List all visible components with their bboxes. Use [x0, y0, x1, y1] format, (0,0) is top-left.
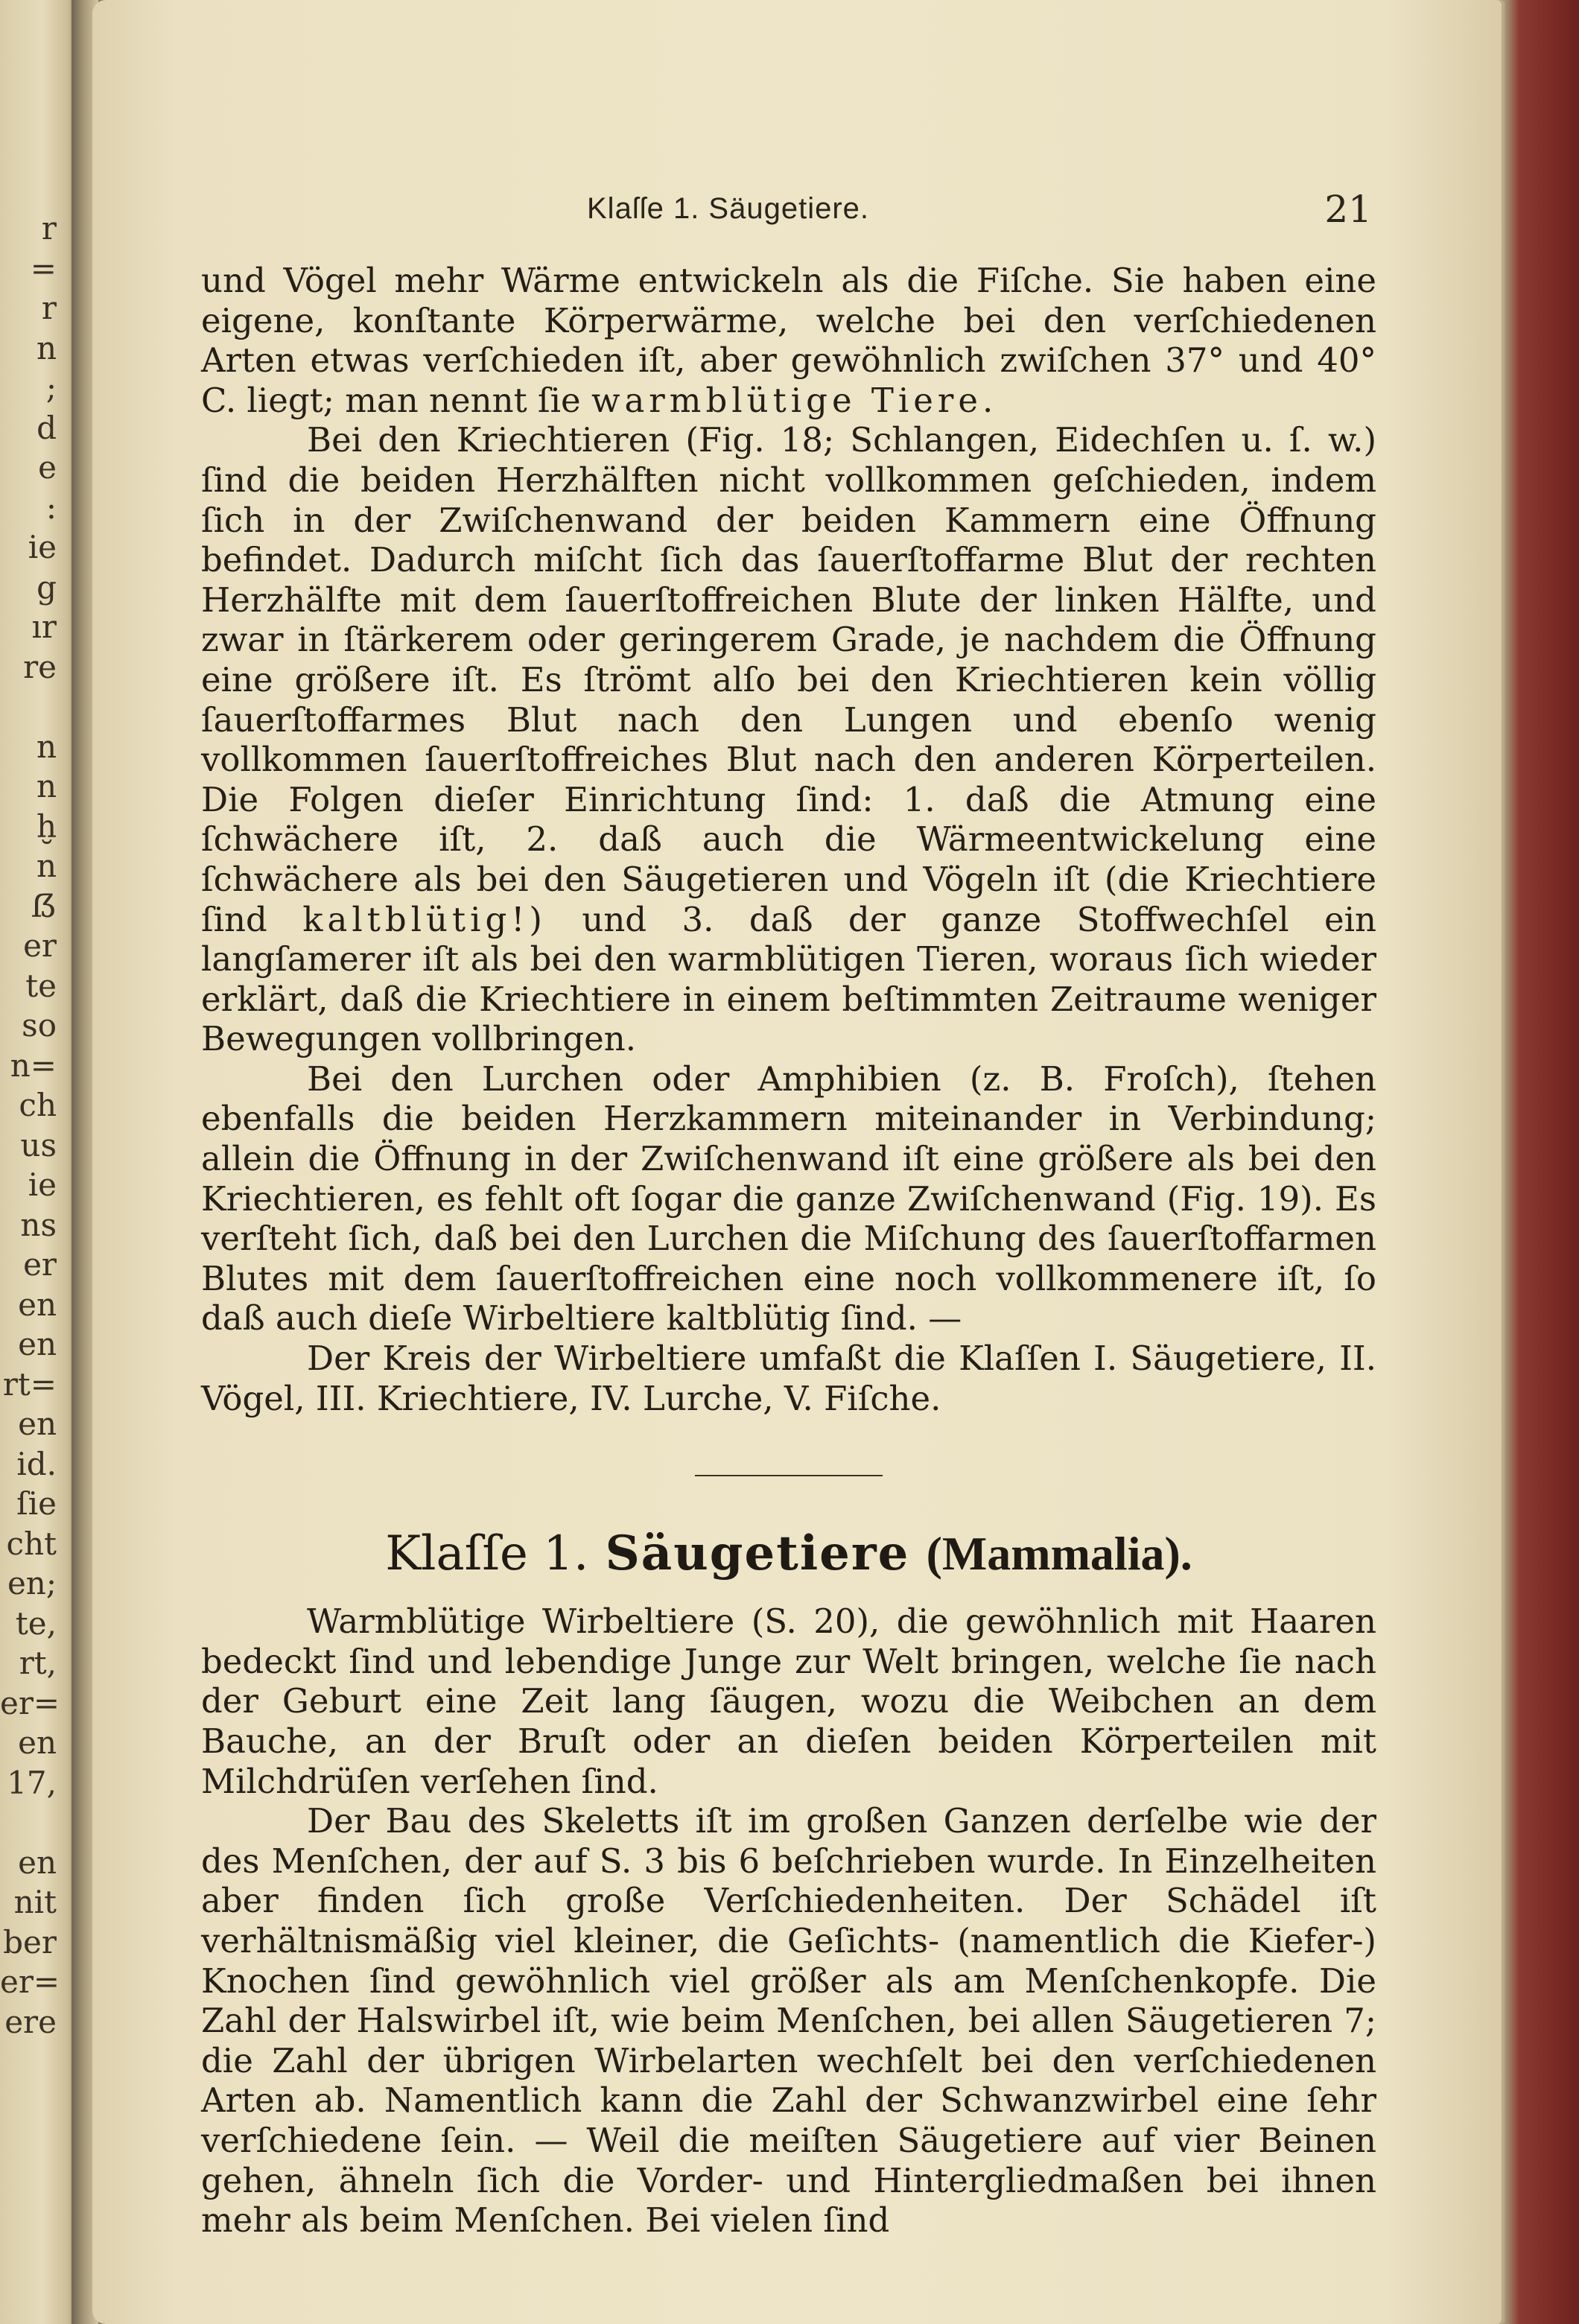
paragraph: Warmblütige Wirbeltiere (S. 20), die gewöhnlich mit Haaren bedeckt ſind und lebendige Junge zur Welt bringen, welche ſie nach der Geburt eine Zeit lang ſäugen, wozu die Weibchen an dem Bauche, an der Bruſt oder an dieſen beiden Körperteilen mit Milchdrüſen verſehen ſind. — [201, 1601, 1376, 1801]
left-page-fragment: te, — [15, 1604, 57, 1642]
left-page-fragment: ere — [4, 2003, 57, 2040]
section-title: Säugetiere — [605, 1525, 910, 1582]
paragraph: Der Bau des Skeletts iſt im großen Ganzen derſelbe wie der des Menſchen, der auf S. 3 bis 6 beſchrieben wurde. In Einzelheiten aber finden ſich große Verſchiedenheiten. Der Schädel iſt verhältnismäßig viel kleiner, die Geſichts- (namentlich die Kiefer-) Knochen ſind gewöhnlich viel größer als am Menſchenkopfe. Die Zahl der Halswirbel iſt, wie beim Menſchen, bei allen Säugetieren 7; die Zahl der übrigen Wirbelarten wechſelt bei den verſchiedenen Arten ab. Namentlich kann die Zahl der Schwanzwirbel eine ſehr verſchiedene ſein. — Weil die meiſten Säugetiere auf vier Beinen gehen, ähneln ſich die Vorder- und Hintergliedmaßen bei ihnen mehr als beim Menſchen. Bei vielen ſind — [201, 1801, 1376, 2241]
left-page-fragment: n= — [10, 1047, 57, 1084]
left-page-fragment: so — [22, 1007, 57, 1044]
page-header — [201, 188, 1376, 240]
left-page-fragment: en — [18, 1326, 57, 1362]
left-page-fragment: ie — [28, 529, 57, 565]
left-page-fragment: en — [18, 1724, 57, 1761]
paragraph: Der Kreis der Wirbeltiere umfaßt die Klaſſen I. Säugetiere, II. Vögel, III. Kriechtiere, IV. Lurche, V. Fiſche. — [201, 1339, 1376, 1418]
paragraph-text: Bei den Kriechtieren (Fig. 18; Schlangen, Eidechſen u. ſ. w.) ſind die beiden Herzhälften nicht vollkommen geſchieden, indem ſich in der Zwiſchenwand der beiden Kammern eine Öffnung befindet. Dadurch miſcht ſich das ſauerſtoffarme Blut der rechten Herzhälfte mit dem ſauerſtoffreichen Blute der linken Hälfte, und zwar in ſtärkerem oder geringerem Grade, je nachdem die Öffnung eine größere iſt. Es ſtrömt alſo bei den Kriechtieren kein völlig ſauerſtoffarmes Blut nach den Lungen und ebenſo wenig vollkommen ſauerſtoffreiches Blut nach den anderen Körperteilen. Die Folgen dieſer Einrichtung ſind: 1. daß die Atmung eine ſchwächere iſt, 2. daß auch die Wärmeentwickelung eine ſchwächere als bei den Säugetieren und Vögeln iſt (die Kriechtiere ſind — [201, 420, 1376, 939]
paragraph-text: und 3. daß der ganze Stoffwechſel ein langſamerer iſt als bei den warmblütigen Tieren, woraus ſich wieder erklärt, daß die Kriechtiere in einem beſtimmten Zeitraume weniger Bewegungen vollbringen. — [201, 899, 1377, 1059]
left-page-fragment: er= — [0, 1684, 60, 1721]
paragraph: Bei den Lurchen oder Amphibien (z. B. Froſch), ſtehen ebenfalls die beiden Herzkammern miteinander in Verbindung; allein die Öffnung in der Zwiſchenwand iſt eine größere als bei den Kriechtieren, es fehlt oft ſogar die ganze Zwiſchenwand (Fig. 19). Es verſteht ſich, daß bei den Lurchen die Miſchung des ſauerſtoffarmen Blutes mit dem ſauerſtoffreichen eine noch vollkommenere iſt, ſo daß auch dieſe Wirbeltiere kaltblütig ſind. — — [201, 1058, 1376, 1339]
left-page-fragment: er — [23, 927, 57, 964]
left-page-fragment: r — [41, 210, 57, 247]
left-page-fragment: re — [23, 648, 57, 685]
left-page-fragment: us — [20, 1126, 57, 1163]
left-page-fragment: cht — [6, 1525, 57, 1562]
page-body — [201, 261, 1376, 2241]
left-page-fragment: en; — [7, 1565, 57, 1601]
left-page-fragment: ſie — [16, 1485, 57, 1522]
left-page-fragment: id. — [16, 1445, 57, 1482]
left-page-fragment: ; — [45, 369, 57, 406]
left-page-fragment — [0, 1803, 67, 1843]
left-page-fragment: rt, — [19, 1645, 57, 1681]
left-page-fragment: : — [45, 489, 57, 526]
left-page-fragment: ns — [20, 1206, 57, 1243]
left-page-fragment: ır — [31, 609, 57, 645]
left-page-fragment: e — [38, 449, 57, 486]
paragraph — [201, 420, 1376, 1059]
left-page-fragment: ẞ — [31, 887, 57, 924]
section-divider — [695, 1475, 883, 1476]
left-page-fragment: n — [36, 768, 57, 804]
left-page-fragment: d — [36, 409, 57, 446]
section-heading — [201, 1524, 1376, 1584]
book-edge — [1505, 0, 1579, 2324]
running-title: Klaſſe 1. Säugetiere. — [587, 192, 870, 225]
left-page-fragment: ḫ — [36, 807, 57, 845]
left-page-fragment: nit — [13, 1884, 57, 1920]
paragraph-text: und Vögel mehr Wärme entwickeln als die Fiſche. Sie haben eine eigene, konſtante Körperwärme, welche bei den verſchiedenen Arten etwas verſchieden iſt, aber gewöhnlich zwiſchen 37° und 40° C. liegt; man nennt ſie — [201, 261, 1376, 420]
left-page-fragment: en — [18, 1844, 57, 1881]
page-number: 21 — [1324, 188, 1372, 231]
left-page-fragment: ie — [28, 1166, 57, 1203]
left-page-fragment: ch — [19, 1087, 57, 1123]
emphasized-term: kaltblütig!) — [302, 899, 547, 939]
left-page-fragment: 17, — [7, 1764, 57, 1801]
left-page-fragment: rt= — [2, 1365, 57, 1403]
section-latin-name: (Mammalia). — [926, 1527, 1192, 1581]
left-page-fragment: er= — [0, 1963, 60, 2000]
emphasized-term: warmblütige Tiere. — [591, 380, 998, 420]
paragraph — [201, 261, 1376, 420]
left-page-fragment: n — [36, 728, 57, 765]
left-page-fragment: te — [25, 967, 57, 1004]
left-page-fragment: en — [18, 1286, 57, 1323]
left-page-fragment: er — [23, 1246, 57, 1283]
left-page-fragments — [0, 209, 67, 2042]
left-page-fragment: = — [30, 250, 57, 287]
left-page-fragment: n — [36, 848, 57, 884]
section-class-label: Klaſſe 1. — [385, 1526, 589, 1582]
left-page-edge — [0, 0, 77, 2324]
left-page-fragment — [0, 687, 67, 727]
left-page-fragment: n — [36, 329, 57, 366]
left-page-fragment: g — [36, 568, 57, 606]
left-page-fragment: en — [18, 1406, 57, 1442]
left-page-fragment: ber — [3, 1923, 57, 1961]
left-page-fragment: r — [41, 290, 57, 326]
